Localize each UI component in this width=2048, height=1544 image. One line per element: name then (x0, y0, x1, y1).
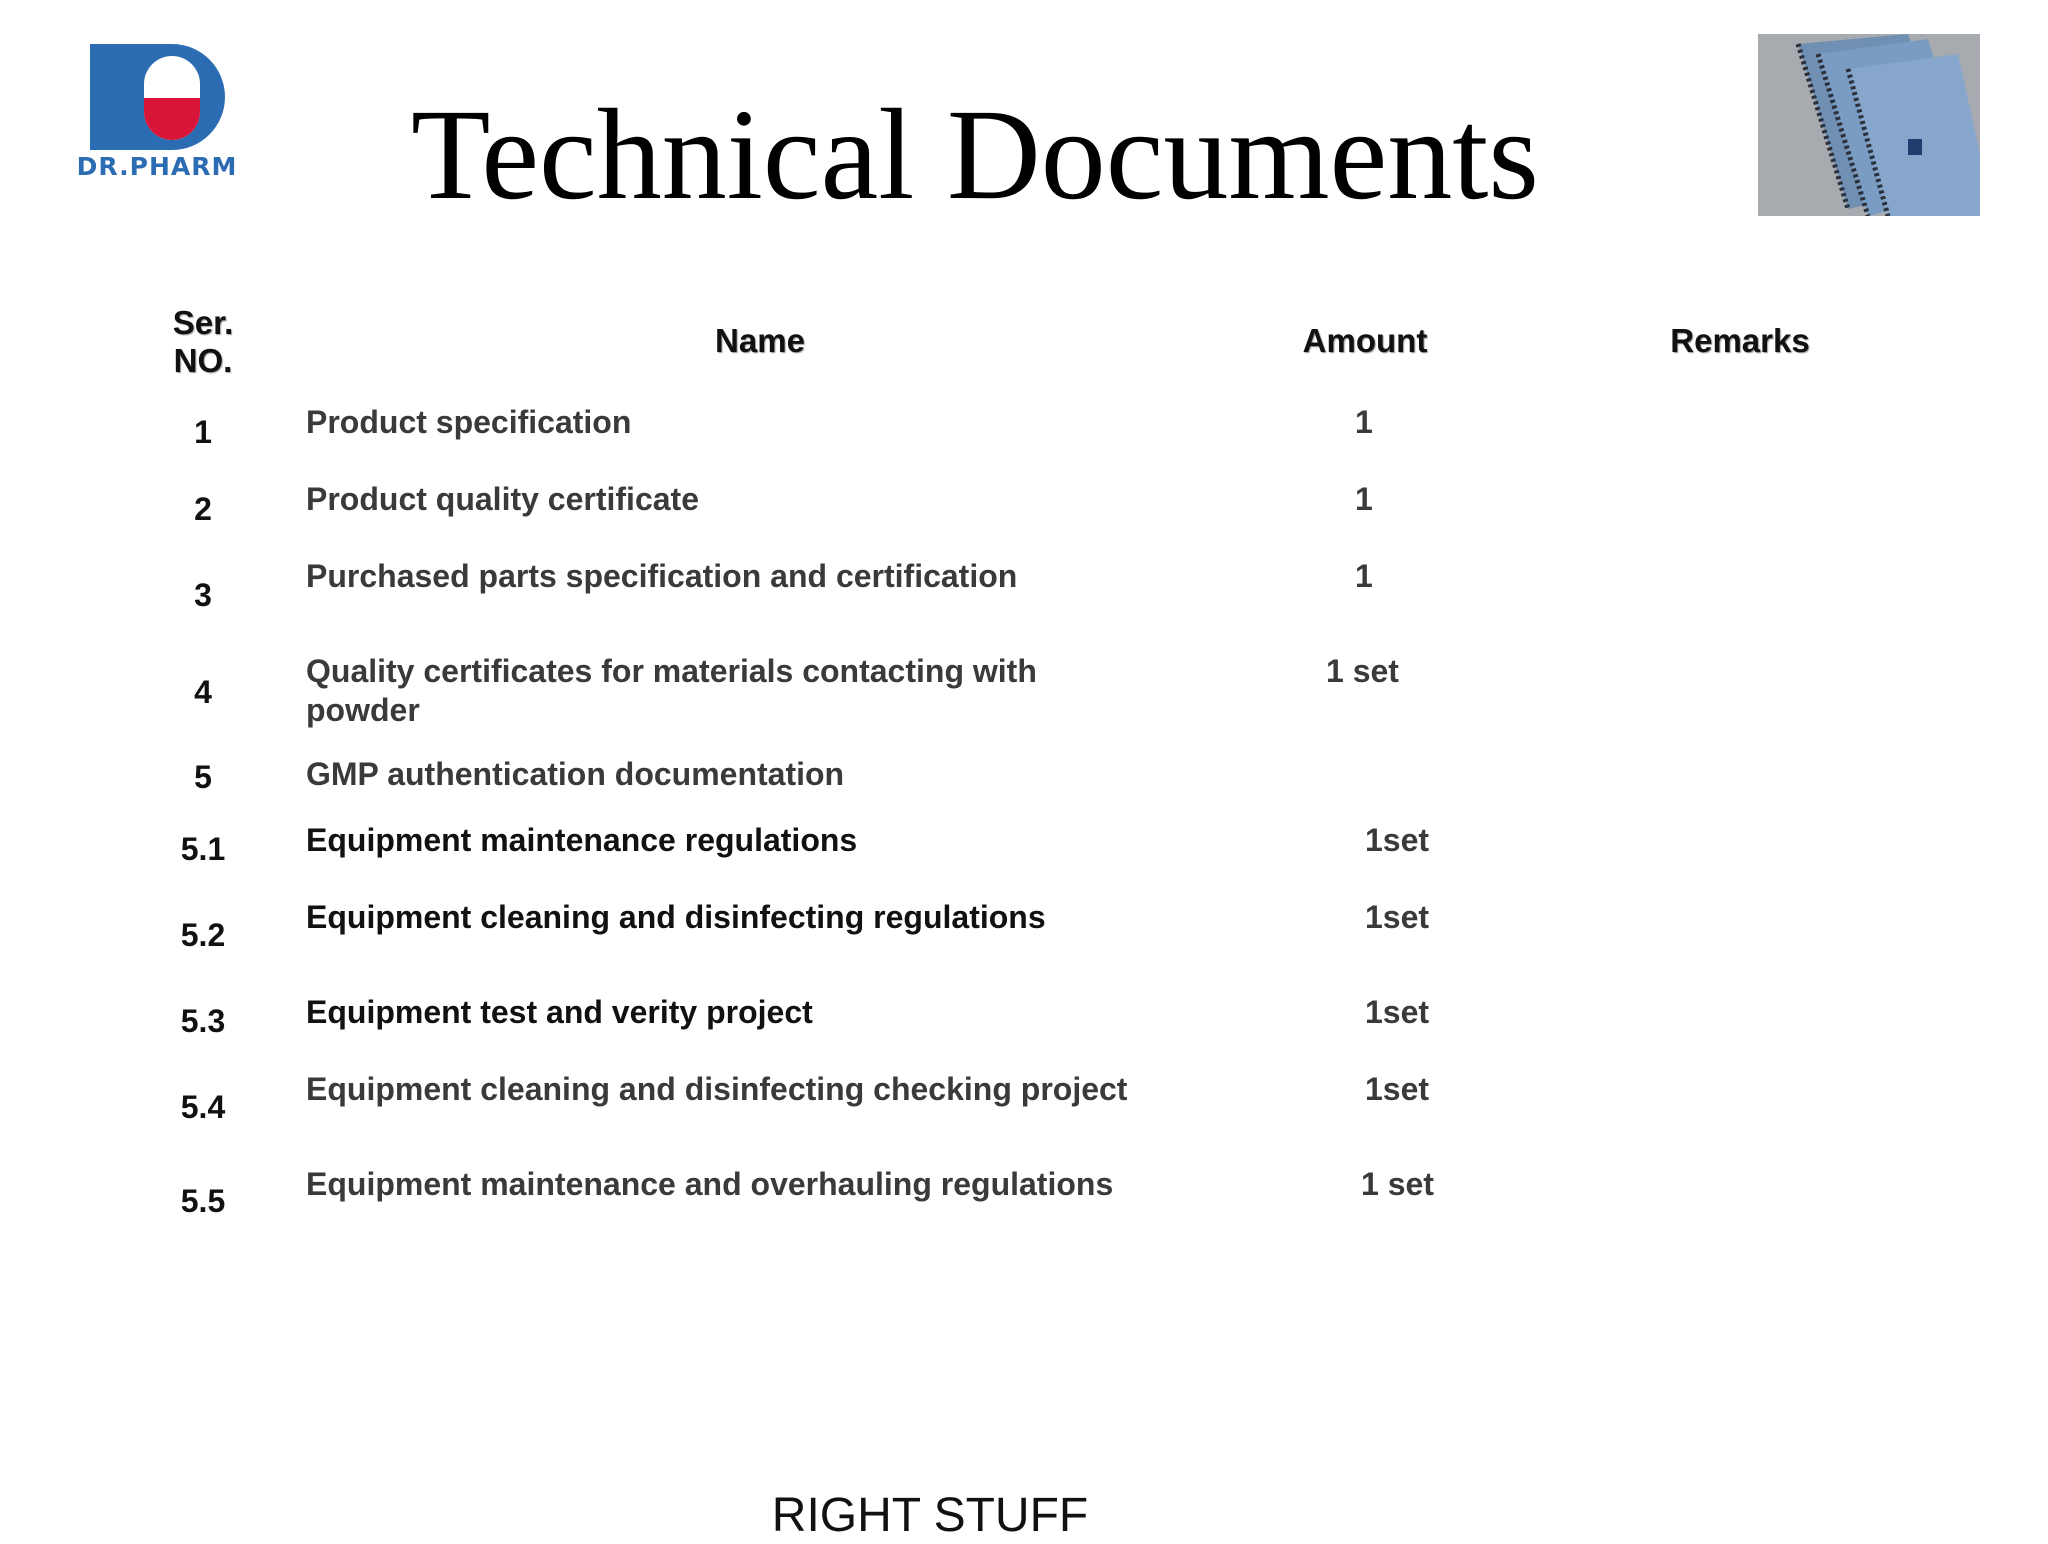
company-logo (62, 40, 262, 190)
row-5-2-ser: 5.2 (180, 917, 226, 953)
logo-text: DR.PHARM (76, 152, 238, 181)
header-ser-no: Ser. NO. (172, 304, 234, 379)
row-5-5-name: Equipment maintenance and overhauling regulations (306, 1166, 1114, 1202)
row-5-1-amount: 1set (1365, 822, 1430, 858)
header-amount: Amount (1302, 322, 1428, 359)
manual-booklets-photo (1758, 34, 1980, 216)
row-5-name: GMP authentication documentation (306, 756, 845, 792)
row-5-3-amount: 1set (1365, 994, 1430, 1030)
row-2-ser: 2 (194, 491, 212, 527)
row-2-name: Product quality certificate (306, 481, 699, 517)
row-5-4-name: Equipment cleaning and disinfecting checking project (306, 1071, 1128, 1107)
row-5-ser: 5 (194, 759, 212, 795)
footer-slogan: RIGHT STUFF (771, 1489, 1089, 1542)
row-4-amount: 1 set (1326, 653, 1399, 689)
row-4-ser: 4 (194, 674, 212, 710)
row-2-amount: 1 (1355, 481, 1373, 517)
row-5-1-name: Equipment maintenance regulations (306, 822, 858, 858)
row-1-amount: 1 (1355, 404, 1373, 440)
row-5-4-ser: 5.4 (180, 1089, 226, 1125)
row-3-name: Purchased parts specification and certification (306, 558, 1018, 594)
header-name: Name (715, 322, 805, 359)
row-4-name: Quality certificates for materials contacting with (306, 653, 1037, 689)
page-title: Technical Documents (411, 83, 1539, 227)
row-5-5-amount: 1 set (1361, 1166, 1434, 1202)
row-5-4-amount: 1set (1365, 1071, 1430, 1107)
row-5-3-name: Equipment test and verity project (306, 994, 813, 1030)
row-3-ser: 3 (194, 577, 212, 613)
row-1-name: Product specification (306, 404, 632, 440)
capsule-d-logo-icon (62, 40, 252, 155)
row-5-3-ser: 5.3 (180, 1003, 226, 1039)
booklets-illustration (1758, 34, 1980, 216)
row-3-amount: 1 (1355, 558, 1373, 594)
row-5-2-amount: 1set (1365, 899, 1430, 935)
row-4-name-line2: powder (306, 692, 420, 728)
row-5-1-ser: 5.1 (180, 831, 226, 867)
header-remarks: Remarks (1670, 322, 1810, 359)
row-1-ser: 1 (194, 414, 212, 450)
row-5-2-name: Equipment cleaning and disinfecting regulations (306, 899, 1046, 935)
row-5-5-ser: 5.5 (180, 1183, 226, 1219)
